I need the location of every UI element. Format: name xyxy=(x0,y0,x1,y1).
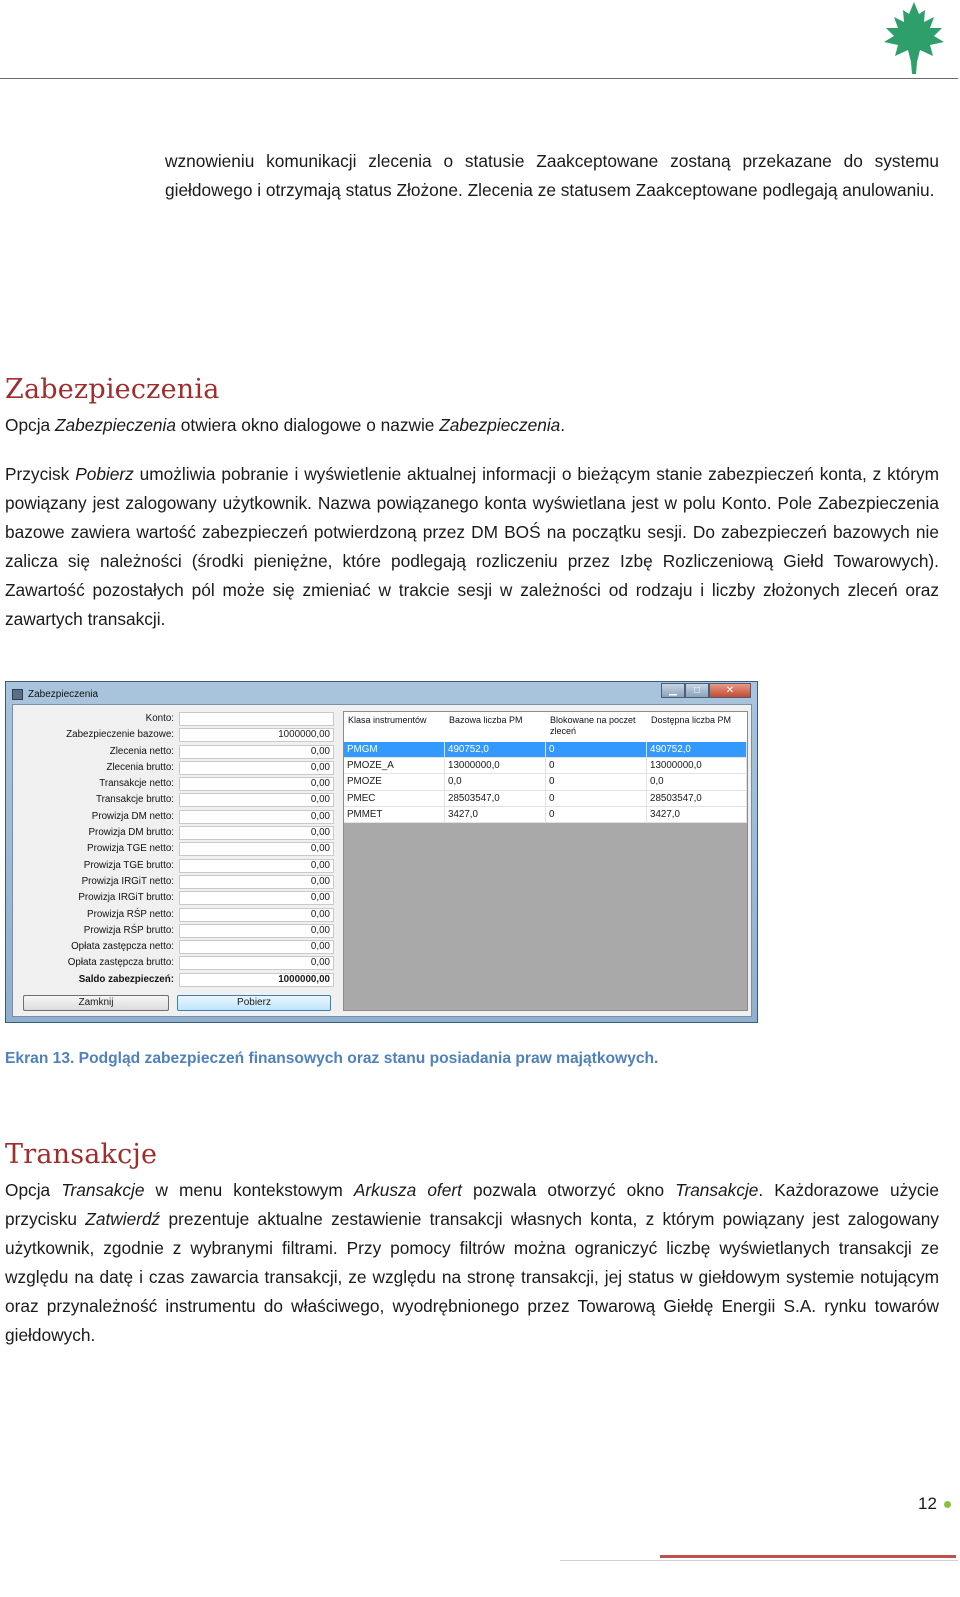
maximize-icon[interactable]: □ xyxy=(685,683,709,698)
section-heading-transakcje: Transakcje xyxy=(5,1139,158,1170)
field-value[interactable]: 0,00 xyxy=(179,859,334,873)
field-row xyxy=(19,972,334,988)
field-label: Prowizja RŚP brutto: xyxy=(83,924,174,936)
minimize-icon[interactable]: ▁ xyxy=(661,683,685,698)
window-icon xyxy=(12,689,23,700)
field-row xyxy=(19,792,334,808)
intro-paragraph: wznowieniu komunikacji zlecenia o statusie Zaakceptowane zostaną przekazane do systemu giełdowego i otrzymają status Złożone. Zlecenia ze statusem Zaakceptowane podlegają anulowaniu. xyxy=(165,151,939,200)
field-value[interactable]: 0,00 xyxy=(179,777,334,791)
figure-caption: Ekran 13. Podgląd zabezpieczeń finansowych oraz stanu posiadania praw majątkowych. xyxy=(5,1050,659,1067)
table-cell: PMOZE_A xyxy=(344,758,445,774)
security-fields-form xyxy=(19,711,334,988)
table-cell: 28503547,0 xyxy=(647,791,747,807)
field-label: Zabezpieczenie bazowe: xyxy=(66,729,174,741)
table-row[interactable] xyxy=(344,742,747,758)
close-button[interactable]: Zamknij xyxy=(23,995,169,1011)
column-header[interactable]: Klasa instrumentów xyxy=(348,715,427,725)
field-row xyxy=(19,744,334,760)
table-cell: 3427,0 xyxy=(647,807,747,823)
table-cell: 0 xyxy=(546,742,647,758)
maple-leaf-icon xyxy=(880,0,948,76)
page-dot xyxy=(944,1501,951,1508)
field-value[interactable]: 0,00 xyxy=(179,875,334,889)
field-label: Prowizja DM netto: xyxy=(91,810,174,822)
table-row[interactable] xyxy=(344,807,747,823)
field-row xyxy=(19,760,334,776)
table-cell: 0 xyxy=(546,791,647,807)
field-label: Saldo zabezpieczeń: xyxy=(78,973,174,985)
table-cell: 0,0 xyxy=(445,774,546,790)
fetch-button[interactable]: Pobierz xyxy=(177,995,331,1011)
field-value[interactable]: 1000000,00 xyxy=(179,973,334,987)
footer-accent-line xyxy=(660,1555,956,1558)
window-client-area xyxy=(12,704,752,1017)
table-cell: 0 xyxy=(546,758,647,774)
table-cell: PMMET xyxy=(344,807,445,823)
page-number: 12 xyxy=(918,1494,937,1513)
close-icon[interactable]: ✕ xyxy=(709,683,751,698)
field-label: Zlecenia netto: xyxy=(109,745,174,757)
grid-header xyxy=(344,712,747,742)
paragraph-zabezpieczenia-intro: Opcja Zabezpieczenia otwiera okno dialogowe o nazwie Zabezpieczenia. xyxy=(5,415,566,435)
field-row xyxy=(19,955,334,971)
field-row xyxy=(19,923,334,939)
zabezpieczenia-window xyxy=(5,681,758,1023)
field-label: Zlecenia brutto: xyxy=(106,761,174,773)
field-label: Prowizja IRGiT brutto: xyxy=(78,892,174,904)
field-value[interactable]: 0,00 xyxy=(179,908,334,922)
table-cell: PMGM xyxy=(344,742,445,758)
table-cell: 3427,0 xyxy=(445,807,546,823)
field-label: Opłata zastępcza brutto: xyxy=(67,957,174,969)
header-divider xyxy=(0,78,958,79)
field-row xyxy=(19,727,334,743)
section-heading-zabezpieczenia: Zabezpieczenia xyxy=(5,374,220,405)
field-row xyxy=(19,874,334,890)
instruments-grid[interactable] xyxy=(343,711,748,1011)
field-row xyxy=(19,711,334,727)
footer-line xyxy=(560,1560,958,1561)
field-value[interactable]: 0,00 xyxy=(179,826,334,840)
field-value[interactable]: 0,00 xyxy=(179,956,334,970)
field-row xyxy=(19,841,334,857)
table-cell: 490752,0 xyxy=(445,742,546,758)
field-value[interactable]: 0,00 xyxy=(179,940,334,954)
table-cell: 0,0 xyxy=(647,774,747,790)
field-row xyxy=(19,939,334,955)
table-cell: 0 xyxy=(546,807,647,823)
paragraph-zabezpieczenia-details: Przycisk Pobierz umożliwia pobranie i wyświetlenie aktualnej informacji o bieżącym stanie zabezpieczeń konta, z którym powiązany jest zalogowany użytkownik. Nazwa powiązanego konta wyświetlana jest w polu Konto. Pole Zabezpieczenia bazowe zawiera wartość zabezpieczeń potwierdzoną przez DM BOŚ na początku sesji. Do zabezpieczeń bazowych nie zalicza się należności (środki pieniężne, które podlegają rozliczeniu przez Izbę Rozliczeniową Giełd Towarowych). Zawartość pozostałych pól może się zmieniać w trakcie sesji w zależności od rodzaju i liczby złożonych zleceń oraz zawartych transakcji. xyxy=(5,464,939,629)
field-value[interactable]: 1000000,00 xyxy=(179,728,334,742)
table-cell: 490752,0 xyxy=(647,742,747,758)
field-label: Konto: xyxy=(145,713,174,724)
field-label: Prowizja TGE brutto: xyxy=(83,859,174,871)
table-row[interactable] xyxy=(344,774,747,790)
table-cell: 13000000,0 xyxy=(445,758,546,774)
table-row[interactable] xyxy=(344,758,747,774)
field-value[interactable]: 0,00 xyxy=(179,793,334,807)
field-label: Prowizja DM brutto: xyxy=(88,827,174,839)
table-row[interactable] xyxy=(344,791,747,807)
field-row xyxy=(19,858,334,874)
table-cell: 13000000,0 xyxy=(647,758,747,774)
field-row xyxy=(19,809,334,825)
field-label: Prowizja RŚP netto: xyxy=(87,908,174,920)
paragraph-transakcje: Opcja Transakcje w menu kontekstowym Arkusza ofert pozwala otworzyć okno Transakcje. Każdorazowe użycie przycisku Zatwierdź prezentuje aktualne zestawienie transakcji własnych konta, z którym powiązany jest zalogowany użytkownik, zgodnie z wybranymi filtrami. Przy pomocy filtrów można ograniczyć liczbę wyświetlanych transakcji ze względu na datę i czas zawarcia transakcji, ze względu na stronę transakcji, jej status w giełdowym systemie notującym oraz przynależność instrumentu do właściwego, wyodrębnionego przez Towarową Giełdę Energii S.A. rynku towarów giełdowych. xyxy=(5,1180,939,1345)
window-controls xyxy=(661,683,751,698)
field-row xyxy=(19,776,334,792)
column-header[interactable]: Bazowa liczba PM xyxy=(449,715,523,725)
field-label: Transakcje netto: xyxy=(99,778,174,790)
field-row xyxy=(19,890,334,906)
field-label: Prowizja IRGiT netto: xyxy=(81,875,174,887)
field-label: Opłata zastępcza netto: xyxy=(71,941,174,953)
column-header[interactable]: Blokowane na poczet zleceń xyxy=(550,715,636,736)
field-value[interactable] xyxy=(179,712,334,726)
field-value[interactable]: 0,00 xyxy=(179,842,334,856)
field-label: Prowizja TGE netto: xyxy=(87,843,174,855)
field-value[interactable]: 0,00 xyxy=(179,761,334,775)
field-row xyxy=(19,825,334,841)
field-value[interactable]: 0,00 xyxy=(179,924,334,938)
table-cell: PMEC xyxy=(344,791,445,807)
window-title: Zabezpieczenia xyxy=(28,688,99,700)
table-cell: PMOZE xyxy=(344,774,445,790)
field-value[interactable]: 0,00 xyxy=(179,891,334,905)
column-header[interactable]: Dostępna liczba PM xyxy=(651,715,732,725)
field-value[interactable]: 0,00 xyxy=(179,810,334,824)
window-titlebar xyxy=(12,685,98,703)
table-cell: 28503547,0 xyxy=(445,791,546,807)
field-label: Transakcje brutto: xyxy=(95,794,174,806)
table-cell: 0 xyxy=(546,774,647,790)
field-value[interactable]: 0,00 xyxy=(179,745,334,759)
field-row xyxy=(19,907,334,923)
